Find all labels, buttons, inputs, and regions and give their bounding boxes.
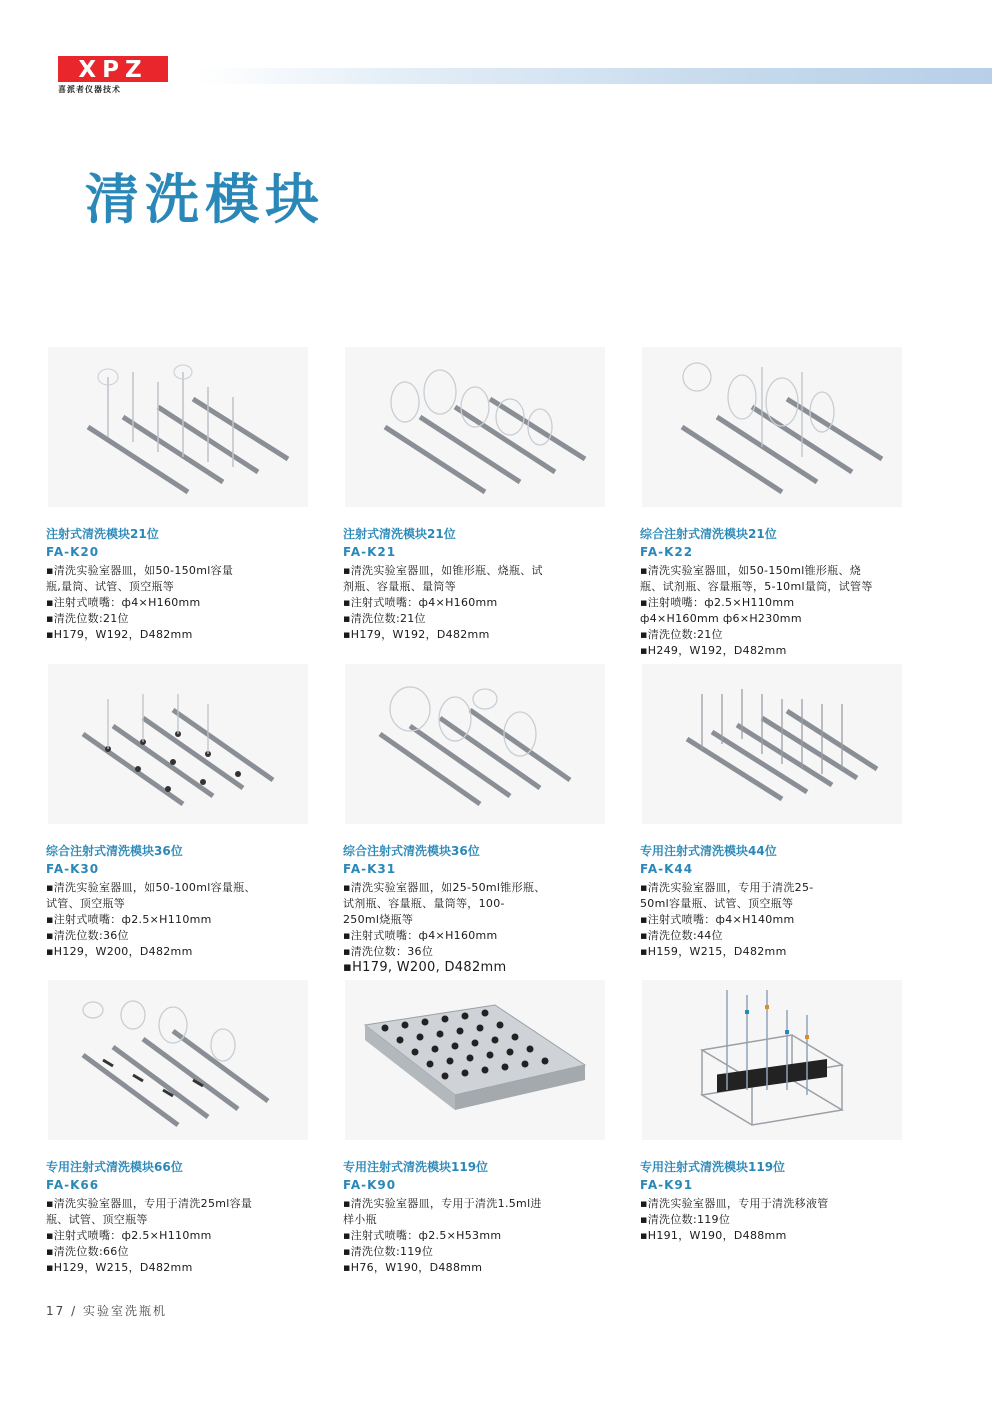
product-model: FA-K31 [343, 862, 397, 876]
rack-image-icon [48, 347, 308, 507]
rack-image-icon [642, 664, 902, 824]
page-title: 清洗模块 [85, 168, 325, 231]
product-photo [345, 347, 605, 507]
product-photo [345, 664, 605, 824]
header-band [198, 68, 992, 84]
spec-line: ▪H249，W192，D482mm [640, 644, 787, 657]
logo-subtitle: 喜派者仪器技术 [58, 85, 121, 94]
product-model: FA-K20 [46, 545, 100, 559]
spec-line: ▪注射式喷嘴：ф4×H160mm [46, 596, 201, 609]
spec-line: ▪H129，W215，D482mm [46, 1261, 193, 1274]
product-title: 综合注射式清洗模块36位 [46, 844, 183, 858]
spec-line: ▪清洗实验室器皿，专用于清洗移液管 [640, 1197, 829, 1210]
rack-image-icon [48, 980, 308, 1140]
logo-text: XPZ [78, 57, 148, 82]
spec-line: ▪清洗位数:66位 [46, 1245, 129, 1258]
spec-line: ▪清洗实验室器皿，如25-50ml锥形瓶、 试剂瓶、容量瓶、量筒等，100- 250ml烧瓶等 [343, 881, 546, 926]
product-model: FA-K21 [343, 545, 397, 559]
product-photo [345, 980, 605, 1140]
spec-line: ▪清洗实验室器皿，如50-150ml锥形瓶、烧 瓶、试剂瓶、容量瓶等，5-10ml量筒，试管等 [640, 564, 873, 593]
spec-line: ▪H179，W192，D482mm [343, 628, 490, 641]
product-title: 专用注射式清洗模块44位 [640, 844, 777, 858]
spec-line: ▪清洗实验室器皿，专用于清洗25ml容量 瓶、试管、顶空瓶等 [46, 1197, 253, 1226]
spec-line: ▪H159，W215，D482mm [640, 945, 787, 958]
spec-line: ▪清洗位数:21位 [640, 628, 723, 641]
spec-line: ▪清洗位数:21位 [46, 612, 129, 625]
spec-line: ▪清洗位数:119位 [640, 1213, 731, 1226]
product-model: FA-K44 [640, 862, 694, 876]
spec-line: ▪清洗位数:44位 [640, 929, 723, 942]
spec-line: ▪H191，W190，D488mm [640, 1229, 787, 1242]
spec-line: ▪注射式喷嘴：ф2.5×H110mm [46, 1229, 212, 1242]
spec-line: ▪清洗实验室器皿，如50-150ml容量 瓶,量筒、试管、顶空瓶等 [46, 564, 234, 593]
footer-separator: / [71, 1304, 78, 1318]
footer-section: 实验室洗瓶机 [82, 1304, 167, 1318]
product-title: 专用注射式清洗模块119位 [343, 1160, 489, 1174]
brand-logo [58, 56, 170, 96]
spec-line: ▪清洗实验室器皿，如50-100ml容量瓶、 试管、顶空瓶等 [46, 881, 256, 910]
spec-line: ▪注射式喷嘴：ф4×H160mm [343, 929, 498, 942]
product-photo [642, 980, 902, 1140]
spec-line: ▪H76，W190，D488mm [343, 1261, 483, 1274]
spec-line: ▪清洗位数:119位 [343, 1245, 434, 1258]
product-title: 注射式清洗模块21位 [46, 527, 159, 541]
spec-line: ▪清洗实验室器皿，专用于清洗1.5ml进 样小瓶 [343, 1197, 542, 1226]
product-model: FA-K91 [640, 1178, 694, 1192]
spec-line: ▪注射式喷嘴：ф2.5×H110mm [46, 913, 212, 926]
rack-image-icon [345, 664, 605, 824]
rack-image-icon [48, 664, 308, 824]
product-photo [642, 347, 902, 507]
product-model: FA-K30 [46, 862, 100, 876]
product-photo [48, 980, 308, 1140]
spec-line: ▪注射式喷嘴：ф2.5×H53mm [343, 1229, 502, 1242]
product-title: 专用注射式清洗模块119位 [640, 1160, 786, 1174]
product-model: FA-K90 [343, 1178, 397, 1192]
rack-image-icon [345, 347, 605, 507]
rack-image-icon [642, 980, 902, 1140]
spec-line: ▪清洗位数:21位 [343, 612, 426, 625]
spec-line: ▪清洗位数:36位 [46, 929, 129, 942]
page-footer [46, 1302, 167, 1319]
spec-line: ▪注射喷嘴：ф2.5×H110mm ф4×H160mm ф6×H230mm [640, 596, 802, 625]
rack-image-icon [345, 980, 605, 1140]
product-title: 综合注射式清洗模块21位 [640, 527, 777, 541]
rack-image-icon [642, 347, 902, 507]
product-title: 专用注射式清洗模块66位 [46, 1160, 183, 1174]
product-title: 注射式清洗模块21位 [343, 527, 456, 541]
product-model: FA-K22 [640, 545, 694, 559]
spec-line: ▪清洗实验室器皿，如锥形瓶、烧瓶、试 剂瓶、容量瓶、量筒等 [343, 564, 543, 593]
spec-line: ▪注射式喷嘴：ф4×H160mm [343, 596, 498, 609]
spec-line: ▪H179，W192，D482mm [46, 628, 193, 641]
spec-line: ▪清洗位数：36位 [343, 945, 434, 958]
product-title: 综合注射式清洗模块36位 [343, 844, 480, 858]
spec-line: ▪清洗实验室器皿，专用于清洗25- 50ml容量瓶、试管、顶空瓶等 [640, 881, 814, 910]
spec-line: ▪H129，W200，D482mm [46, 945, 193, 958]
logo-mark-icon [58, 56, 168, 82]
product-photo [48, 347, 308, 507]
page-number: 17 [46, 1304, 66, 1318]
spec-line: ▪H179, W200, D482mm [343, 960, 507, 975]
product-model: FA-K66 [46, 1178, 100, 1192]
product-photo [642, 664, 902, 824]
product-photo [48, 664, 308, 824]
spec-line: ▪注射式喷嘴：ф4×H140mm [640, 913, 795, 926]
